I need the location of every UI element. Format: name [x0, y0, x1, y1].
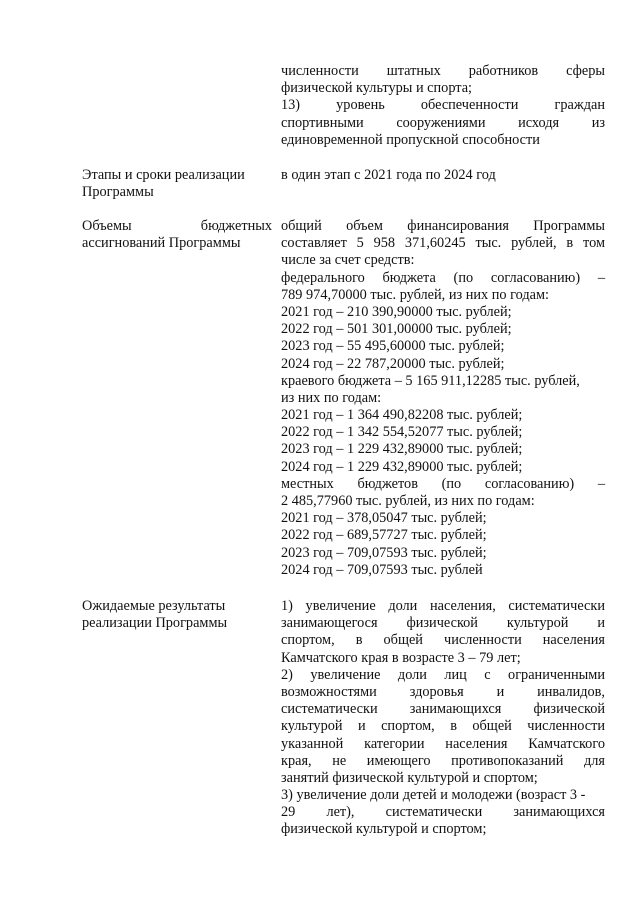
- value-line: Камчатского края в возрасте 3 – 79 лет;: [281, 649, 521, 666]
- stages-value: [281, 167, 605, 184]
- label-line: реализации Программы: [82, 615, 228, 632]
- value-line: 29 лет), систематически занимающихся: [281, 804, 605, 821]
- program-passport-continuation: [281, 63, 605, 149]
- value-line: физической культурой и спортом;: [281, 821, 487, 838]
- value-line: 2024 год – 709,07593 тыс. рублей: [281, 561, 483, 578]
- label-line: Объемы бюджетных: [82, 218, 272, 234]
- value-line: числе за счет средств:: [281, 252, 415, 269]
- value-line: 2022 год – 1 342 554,52077 тыс. рублей;: [281, 424, 523, 441]
- value-line: местных бюджетов (по согласованию) –: [281, 475, 605, 492]
- value-line: 2022 год – 501 301,00000 тыс. рублей;: [281, 321, 512, 338]
- budget-label: [82, 218, 272, 252]
- value-line: составляет 5 958 371,60245 тыс. рублей, в том: [281, 235, 605, 252]
- value-line: 2021 год – 1 364 490,82208 тыс. рублей;: [281, 407, 523, 424]
- value-line: 2023 год – 55 495,60000 тыс. рублей;: [281, 338, 505, 355]
- value-line: 2024 год – 1 229 432,89000 тыс. рублей;: [281, 458, 523, 475]
- value-line: края, не имеющего противопоказаний для: [281, 752, 605, 769]
- value-line: в один этап с 2021 года по 2024 год: [281, 167, 496, 183]
- value-line: 2023 год – 709,07593 тыс. рублей;: [281, 544, 487, 561]
- value-line: 2 485,77960 тыс. рублей, из них по годам:: [281, 493, 535, 509]
- text-line: численности штатных работников сферы: [281, 63, 605, 79]
- value-line: 2023 год – 1 229 432,89000 тыс. рублей;: [281, 441, 523, 458]
- text-line: спортивными сооружениями исходя из: [281, 114, 605, 131]
- value-line: 789 974,70000 тыс. рублей, из них по годам:: [281, 286, 549, 303]
- value-line: 3) увеличение доли детей и молодежи (возраст 3 -: [281, 787, 586, 804]
- value-line: 2024 год – 22 787,20000 тыс. рублей;: [281, 355, 505, 372]
- value-line: систематически занимающихся физической: [281, 701, 605, 718]
- value-line: указанной категории населения Камчатского: [281, 735, 605, 752]
- value-line: 2021 год – 378,05047 тыс. рублей;: [281, 510, 487, 527]
- label-line: ассигнований Программы: [82, 235, 241, 252]
- value-line: краевого бюджета – 5 165 911,12285 тыс. рублей,: [281, 372, 580, 389]
- value-line: 1) увеличение доли населения, систематически: [281, 598, 605, 614]
- label-line: Программы: [82, 184, 154, 201]
- value-line: культурой и спортом, в общей численности: [281, 718, 605, 735]
- text-line: единовременной пропускной способности: [281, 131, 540, 148]
- label-line: Этапы и сроки реализации: [82, 167, 245, 183]
- value-line: 2) увеличение доли лиц с ограниченными: [281, 666, 605, 683]
- results-label: [82, 598, 272, 632]
- budget-value: [281, 218, 605, 579]
- label-line: Ожидаемые результаты: [82, 598, 226, 614]
- text-line: физической культуры и спорта;: [281, 80, 473, 97]
- value-line: 2021 год – 210 390,90000 тыс. рублей;: [281, 303, 512, 320]
- value-line: спортом, в общей численности населения: [281, 632, 605, 649]
- stages-label: [82, 167, 272, 201]
- value-line: из них по годам:: [281, 389, 382, 406]
- value-line: занимающегося физической культурой и: [281, 615, 605, 632]
- text-line: 13) уровень обеспеченности граждан: [281, 97, 605, 114]
- results-value: [281, 598, 605, 839]
- value-line: общий объем финансирования Программы: [281, 218, 605, 234]
- value-line: 2022 год – 689,57727 тыс. рублей;: [281, 527, 487, 544]
- value-line: возможностями здоровья и инвалидов,: [281, 683, 605, 700]
- value-line: занятий физической культурой и спортом;: [281, 769, 538, 786]
- value-line: федерального бюджета (по согласованию) –: [281, 269, 605, 286]
